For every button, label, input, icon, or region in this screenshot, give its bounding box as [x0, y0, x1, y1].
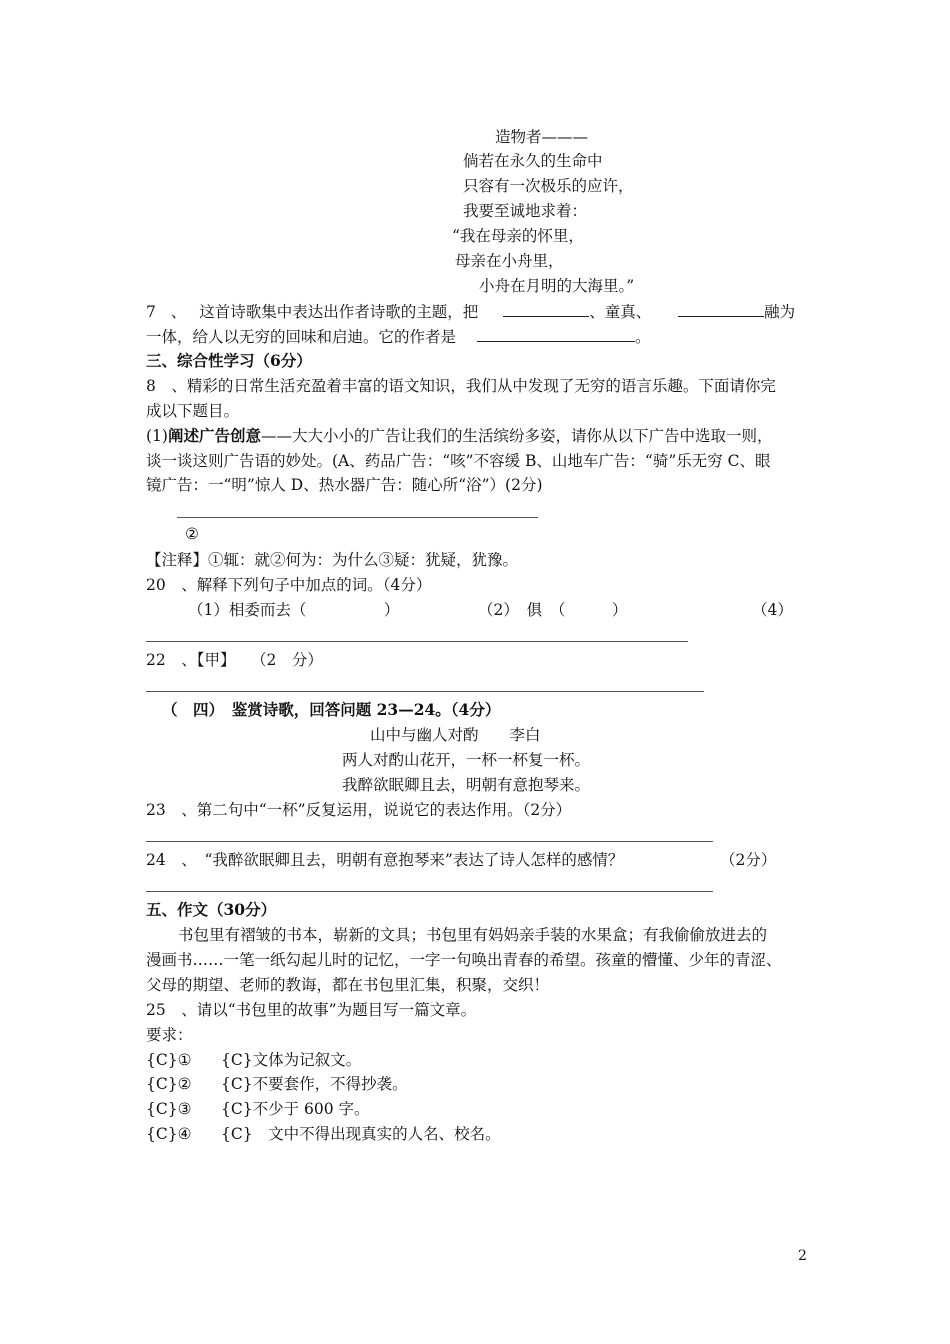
requirement-4-marker: {C}④ — [146, 1125, 192, 1143]
essay-para-line-1: 书包里有褶皱的书本，崭新的文具；书包里有妈妈亲手装的水果盒；有我偷偷放进去的 — [178, 926, 768, 944]
answer-line-q22[interactable] — [146, 691, 704, 692]
question-7-sep: 、 — [170, 303, 187, 321]
poem2-line-1: 两人对酌山花开，一杯一杯复一杯。 — [342, 751, 591, 769]
section-4-title: （ 四） 鉴赏诗歌，回答问题 23—24。（4分） — [162, 700, 501, 719]
question-20-item-2: （2） 俱 （ ） — [478, 601, 628, 619]
question-8-line-4: 谈一谈这则广告语的妙处。(A、药品广告：“咳”不容缓 B、山地车广告：“骑”乐无穷 C、眼 — [146, 452, 771, 470]
question-8-line-1: 8 、精彩的日常生活充盈着丰富的语文知识，我们从中发现了无穷的语言乐趣。下面请你完 — [146, 377, 776, 395]
question-7-line-2 — [146, 326, 650, 347]
requirement-3-marker: {C}③ — [146, 1100, 192, 1118]
question-7-line-1 — [146, 301, 795, 322]
requirement-1-text: {C}文体为记叙文。 — [221, 1051, 362, 1069]
answer-blank-1[interactable] — [503, 301, 589, 317]
requirement-2-text: {C}不要套作，不得抄袭。 — [221, 1075, 408, 1093]
question-20-item-1: （1）相委而去（ ） — [188, 601, 400, 619]
question-7-text-3: 融为 — [764, 303, 796, 321]
poem-line-3: 只容有一次极乐的应许， — [463, 177, 634, 195]
sub1-rest: ——大大小小的广告让我们的生活缤纷多姿，请你从以下广告中选取一则， — [260, 427, 773, 445]
page-number: 2 — [798, 1248, 807, 1264]
requirements-label: 要求： — [146, 1026, 193, 1044]
question-7-text-2: 、童真、 — [589, 303, 652, 321]
poem2-title: 山中与幽人对酌 — [370, 726, 479, 744]
answer-line-q20[interactable] — [146, 641, 688, 642]
essay-para-line-3: 父母的期望、老师的教诲，都在书包里汇集，积聚，交织！ — [146, 976, 550, 994]
poem-line-2: 倘若在永久的生命中 — [463, 152, 603, 170]
poem-line-5: “我在母亲的怀里， — [452, 227, 584, 245]
poem-line-4: 我要至诚地求着： — [463, 202, 588, 220]
section-3-title: 三、综合性学习（6分） — [146, 351, 312, 370]
requirement-1-marker: {C}① — [146, 1051, 192, 1069]
requirement-4-text: {C} 文中不得出现真实的人名、校名。 — [221, 1125, 501, 1143]
question-7-number: 7 — [146, 303, 156, 321]
question-24-score: （2分） — [720, 851, 777, 869]
circled-two: ② — [185, 525, 199, 543]
requirement-2-marker: {C}② — [146, 1075, 192, 1093]
question-20-item-4: （4） — [752, 601, 793, 619]
question-7-text-5: 。 — [634, 328, 651, 346]
question-24: 24 、 “我醉欲眠卿且去，明朝有意抱琴来”表达了诗人怎样的感情？ — [146, 851, 624, 869]
section-5-title: 五、作文（30分） — [146, 900, 277, 919]
poem-line-1: 造物者——— — [495, 128, 589, 146]
answer-line-q23[interactable] — [146, 841, 713, 842]
question-23: 23 、第二句中“一杯”反复运用，说说它的表达作用。（2分） — [146, 801, 572, 819]
answer-blank-author[interactable] — [477, 326, 635, 342]
poem-line-6: 母亲在小舟里， — [455, 252, 564, 270]
poem2-line-2: 我醉欲眠卿且去，明朝有意抱琴来。 — [342, 776, 591, 794]
question-7-text-4: 一体，给人以无穷的回味和启迪。它的作者是 — [146, 328, 457, 346]
question-8-line-3 — [146, 426, 773, 446]
answer-line-q8[interactable] — [177, 517, 538, 518]
annotation-note: 【注释】①辄：就②何为：为什么③疑：犹疑，犹豫。 — [146, 551, 519, 569]
question-8-line-5: 镜广告：一“明”惊人 D、热水器广告：随心所“浴”）(2分) — [146, 476, 543, 494]
question-8-line-2: 成以下题目。 — [146, 402, 240, 420]
answer-blank-2[interactable] — [678, 301, 764, 317]
question-25: 25 、请以“书包里的故事”为题目写一篇文章。 — [146, 1001, 477, 1019]
sub1-prefix: (1) — [146, 427, 168, 445]
question-7-text: 这首诗歌集中表达出作者诗歌的主题，把 — [199, 303, 479, 321]
question-22: 22 、【甲】 （2 分） — [146, 651, 323, 669]
essay-para-line-2: 漫画书……一笔一纸勾起儿时的记忆，一字一句唤出青春的希望。孩童的懵懂、少年的青涩、 — [146, 951, 782, 969]
poem-line-7: 小舟在月明的大海里。” — [479, 277, 635, 295]
question-20-head: 20 、解释下列句子中加点的词。（4分） — [146, 576, 432, 594]
answer-line-q24[interactable] — [146, 891, 713, 892]
poem2-author: 李白 — [509, 726, 541, 744]
sub1-bold: 阐述广告创意 — [167, 426, 261, 445]
requirement-3-text: {C}不少于 600 字。 — [221, 1100, 370, 1118]
poem2-title-line — [370, 725, 540, 745]
